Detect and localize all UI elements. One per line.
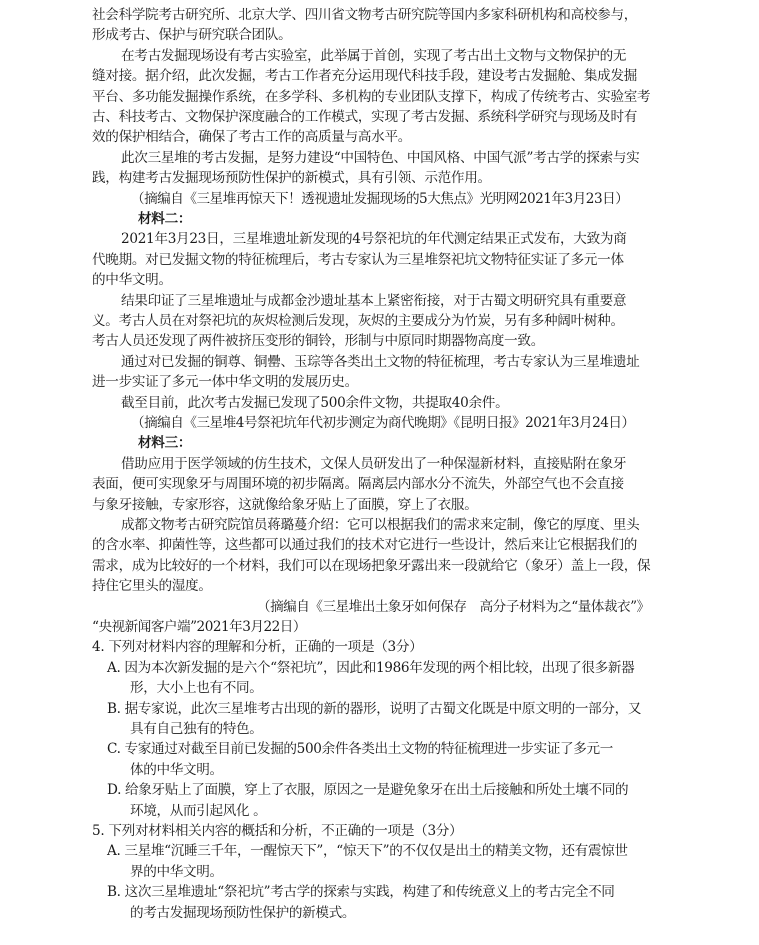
material3-para2-line: 的含水率、抑菌性等，这些都可以通过我们的技术对它进行一些设计，然后来让它根据我们的	[92, 537, 638, 554]
material2-para2-line: 义。考古人员在对祭祀坑的灰烬检测后发现，灰烬的主要成分为竹炭，另有多种阔叶树种。	[92, 313, 624, 329]
material2-para2-line: 结果印证了三星堆遗址与成都金沙遗址基本上紧密衔接，对于古蜀文明研究具有重要意	[121, 292, 627, 309]
material2-para1-line: 代晚期。对已发掘文物的特征梳理后，考古专家认为三星堆祭祀坑文物特征实证了多元一体	[92, 251, 624, 268]
material1-source: （摘编自《三星堆再惊天下！透视遗址发掘现场的5大焦点》光明网2021年3月23日）	[131, 190, 629, 207]
q5-option-a-cont: 界的中华文明。	[130, 863, 223, 880]
q5-stem: 5. 下列对材料相关内容的概括和分析，不正确的一项是（3分）	[92, 823, 463, 839]
material1-para1-line: 缝对接。据介绍，此次发掘，考古工作者充分运用现代科技手段，建设考古发掘舱、集成发掘	[92, 68, 638, 85]
material3-para1-line: 表面，便可实现象牙与周围环境的初步隔离。隔离层内部水分不流失，外部空气也不会直接	[92, 476, 624, 493]
material2-para4-line: 截至目前，此次考古发掘已发现了500余件文物，共提取40余件。	[121, 394, 509, 411]
q4-option-b[interactable]: B. 据专家说，此次三星堆考古出现的新的器形，说明了古蜀文化既是中原文明的一部分，又	[107, 700, 642, 717]
material3-source-line: “央视新闻客户端”2021年3月22日）	[92, 619, 306, 635]
q4-option-d[interactable]: D. 给象牙贴上了面膜，穿上了衣服，原因之一是避免象牙在出土后接触和所处土壤不同的	[107, 782, 629, 799]
material2-para1-line: 的中华文明。	[92, 272, 172, 289]
q4-option-b-cont: 具有自己独有的特色。	[130, 721, 263, 737]
material1-intro-line: 形成考古、保护与研究联合团队。	[92, 27, 292, 44]
material1-para1-line: 效的保护相结合，确保了考古工作的高质量与高水平。	[92, 129, 412, 146]
q4-option-a[interactable]: A. 因为本次新发掘的是六个“祭祀坑”，因此和1986年发现的两个相比较，出现了很多新器	[107, 659, 635, 676]
material1-para2-line: 践，构建考古发掘现场预防性保护的新模式，具有引领、示范作用。	[92, 170, 491, 187]
material2-para2-line: 考古人员还发现了两件被挤压变形的铜铃，形制与中原同时期器物高度一致。	[92, 333, 544, 350]
q4-option-c[interactable]: C. 专家通过对截至目前已发掘的500余件各类出土文物的特征梳理进一步实证了多元一	[107, 741, 613, 758]
material1-intro-line: 社会科学院考古研究所、北京大学、四川省文物考古研究院等国内多家科研机构和高校参与，	[92, 7, 638, 23]
material3-para2-line: 需求，成为比较好的一个材料，我们可以在现场把象牙露出来一段就给它（象牙）盖上一段，保	[92, 557, 651, 574]
q5-option-b-cont: 的考古发掘现场预防性保护的新模式。	[130, 904, 356, 921]
material1-para1-line: 平台、多功能发掘操作系统，在多学科、多机构的专业团队支撑下，构成了传统考古、实验室考	[92, 88, 651, 105]
material2-para1-line: 2021年3月23日，三星堆遗址新发现的4号祭祀坑的年代测定结果正式发布，大致为商	[121, 231, 627, 248]
q4-stem: 4. 下列对材料内容的理解和分析，正确的一项是（3分）	[92, 639, 423, 656]
q4-option-c-cont: 体的中华文明。	[130, 761, 223, 778]
material1-para2-line: 此次三星堆的考古发掘，是努力建设“中国特色、中国风格、中国气派”考古学的探索与实	[121, 149, 640, 166]
material2-para3-line: 通过对已发掘的铜尊、铜罍、玉琮等各类出土文物的特征梳理，考古专家认为三星堆遗址	[121, 353, 640, 370]
q5-option-b[interactable]: B. 这次三星堆遗址“祭祀坑”考古学的探索与实践，构建了和传统意义上的考古完全不同	[107, 884, 615, 901]
material3-para1-line: 与象牙接触，专家形容，这就像给象牙贴上了面膜，穿上了衣服。	[92, 496, 478, 513]
material3-para2-line: 持住它里头的湿度。	[92, 578, 212, 595]
material2-source: （摘编自《三星堆4号祭祀坑年代初步测定为商代晚期》《昆明日报》2021年3月24日）	[131, 415, 635, 431]
material3-source-line: （摘编自《三星堆出土象牙如何保存 高分子材料为之“量体裁衣”》	[257, 598, 650, 615]
material3-heading: 材料三：	[138, 435, 192, 452]
q5-option-a[interactable]: A. 三星堆“沉睡三千年，一醒惊天下”，“惊天下”的不仅仅是出土的精美文物，还有震惊世	[107, 843, 628, 860]
material3-para2-line: 成都文物考古研究院馆员蒋璐蔓介绍：它可以根据我们的需求来定制，像它的厚度、里头	[121, 517, 640, 533]
q4-option-a-cont: 形，大小上也有不同。	[130, 680, 263, 697]
q4-option-d-cont: 环境，从而引起风化 。	[130, 802, 267, 819]
material2-para3-line: 进一步实证了多元一体中华文明的发展历史。	[92, 374, 358, 391]
material3-para1-line: 借助应用于医学领域的仿生技术，文保人员研发出了一种保湿新材料，直接贴附在象牙	[121, 455, 627, 472]
material1-para1-line: 古、科技考古、文物保护深度融合的工作模式，实现了考古发掘、系统科学研究与现场及时有	[92, 109, 638, 125]
material1-para1-line: 在考古发掘现场设有考古实验室，此举属于首创，实现了考古出土文物与文物保护的无	[121, 47, 627, 64]
material2-heading: 材料二：	[138, 211, 192, 227]
